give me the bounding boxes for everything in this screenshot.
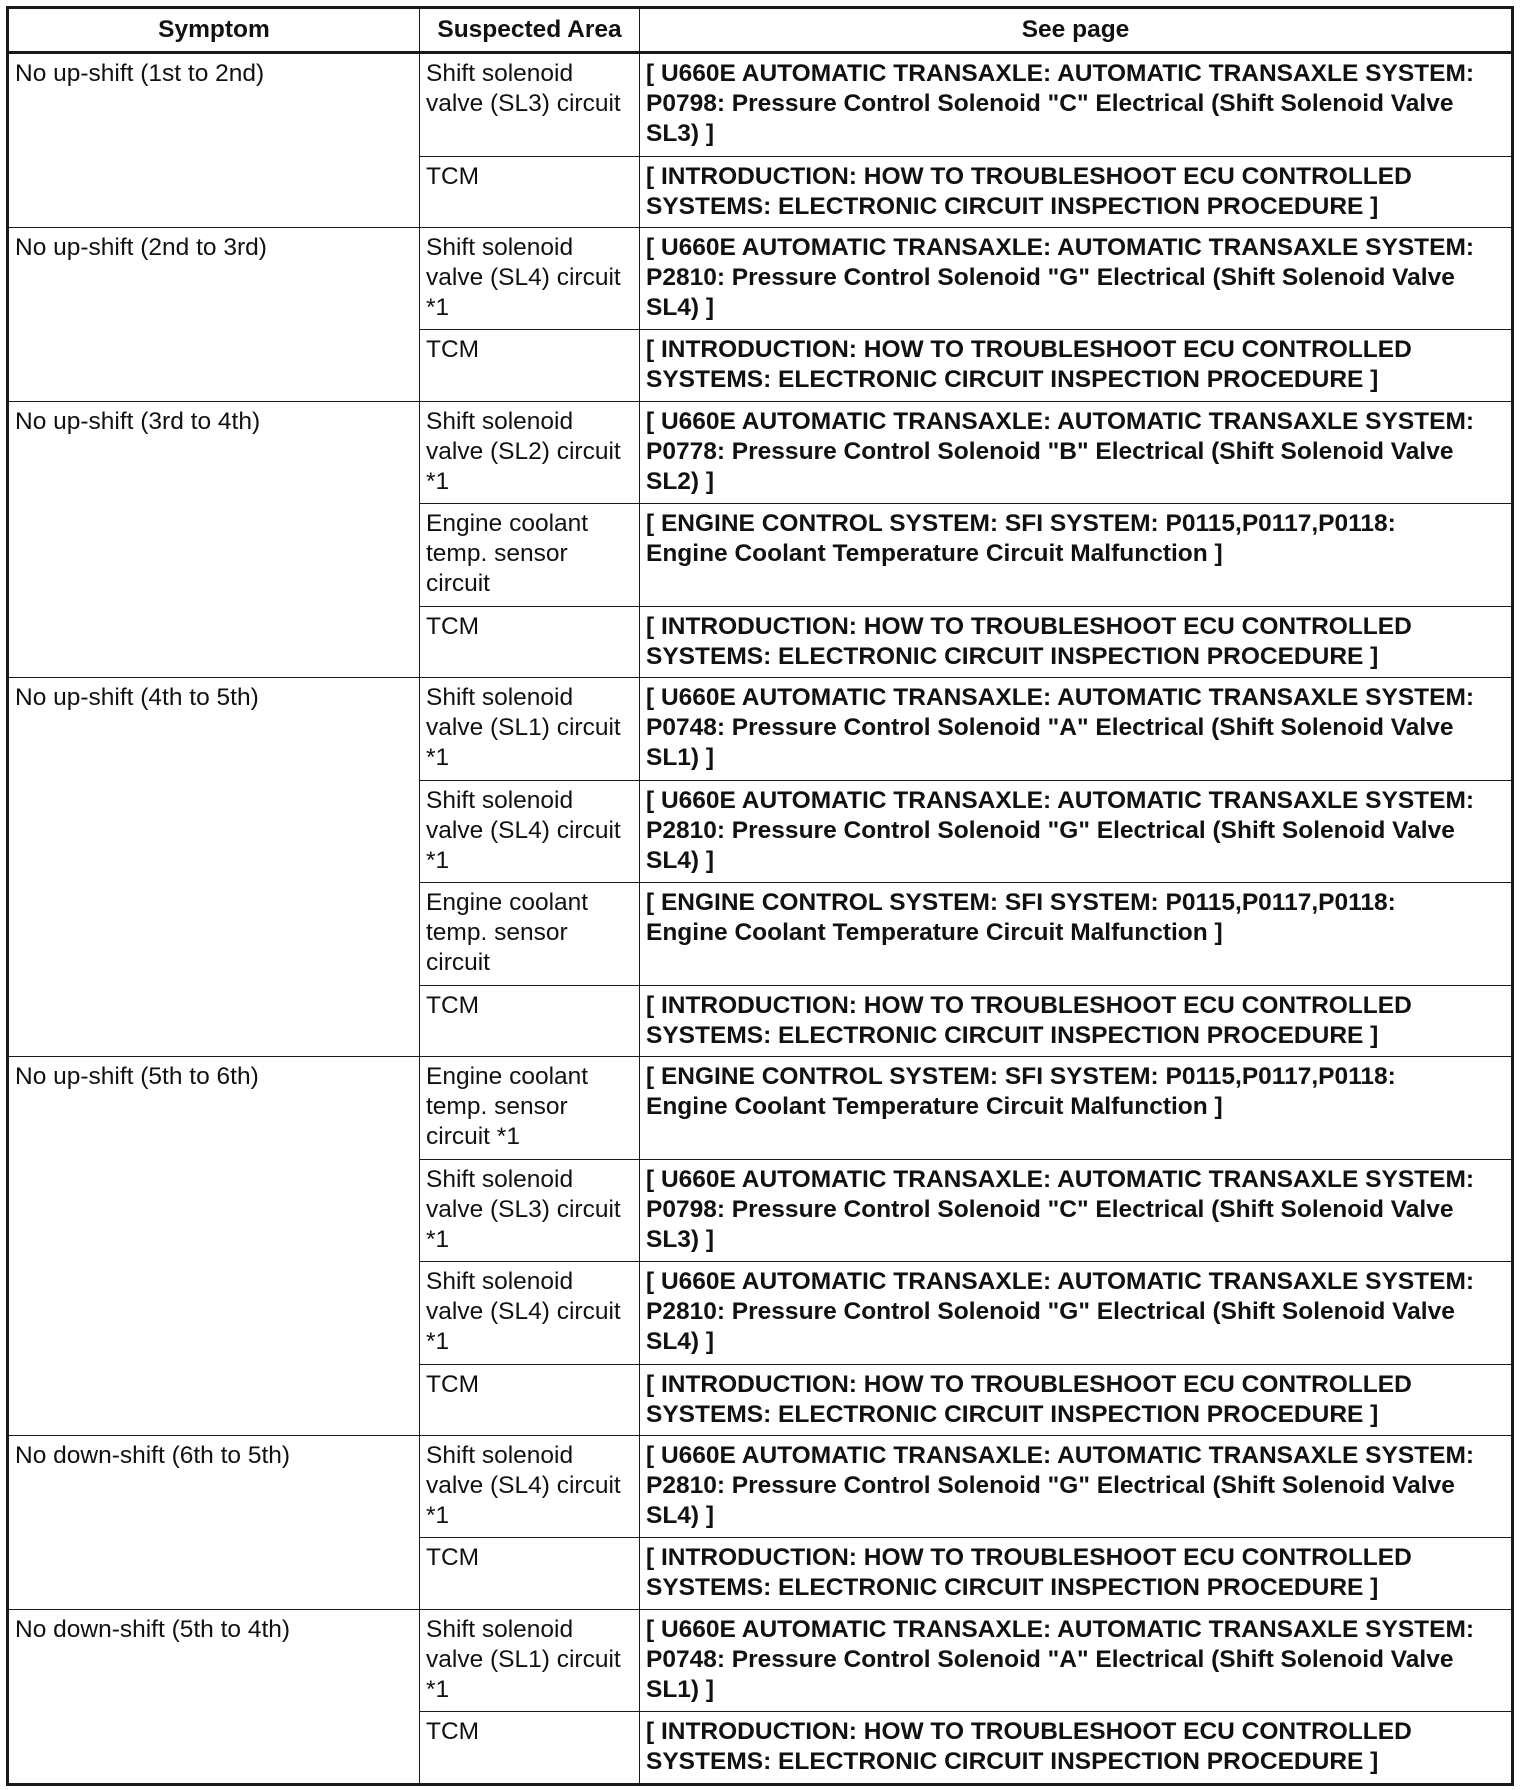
- suspected-area-cell: Shift solenoid valve (SL4) circuit *1: [420, 227, 640, 329]
- header-row: [8, 8, 1513, 53]
- see-page-reference: [ U660E AUTOMATIC TRANSAXLE: AUTOMATIC TRANSAXLE SYSTEM: P0748: Pressure Control Solenoid "A" Electrical (Shift Solenoid Valve SL1) ]: [640, 678, 1513, 780]
- table-row: [8, 1609, 1513, 1711]
- see-page-reference: [ U660E AUTOMATIC TRANSAXLE: AUTOMATIC TRANSAXLE SYSTEM: P0798: Pressure Control Solenoid "C" Electrical (Shift Solenoid Valve SL3) ]: [640, 53, 1513, 157]
- suspected-area-cell: Engine coolant temp. sensor circuit: [420, 883, 640, 985]
- suspected-area-cell: Shift solenoid valve (SL1) circuit *1: [420, 1609, 640, 1711]
- see-page-reference: [ INTRODUCTION: HOW TO TROUBLESHOOT ECU CONTROLLED SYSTEMS: ELECTRONIC CIRCUIT INSPECTION PROCEDURE ]: [640, 1538, 1513, 1609]
- symptom-cell: No down-shift (6th to 5th): [8, 1435, 420, 1609]
- suspected-area-cell: Engine coolant temp. sensor circuit *1: [420, 1057, 640, 1159]
- see-page-reference: [ ENGINE CONTROL SYSTEM: SFI SYSTEM: P0115,P0117,P0118: Engine Coolant Temperature Circuit Malfunction ]: [640, 504, 1513, 606]
- suspected-area-cell: TCM: [420, 330, 640, 401]
- table-body: [8, 53, 1513, 1785]
- suspected-area-cell: Shift solenoid valve (SL4) circuit *1: [420, 1262, 640, 1364]
- suspected-area-cell: TCM: [420, 985, 640, 1056]
- see-page-reference: [ U660E AUTOMATIC TRANSAXLE: AUTOMATIC TRANSAXLE SYSTEM: P2810: Pressure Control Solenoid "G" Electrical (Shift Solenoid Valve SL4) ]: [640, 1435, 1513, 1537]
- header-suspected-area: Suspected Area: [420, 8, 640, 53]
- table-row: [8, 401, 1513, 503]
- see-page-reference: [ INTRODUCTION: HOW TO TROUBLESHOOT ECU CONTROLLED SYSTEMS: ELECTRONIC CIRCUIT INSPECTION PROCEDURE ]: [640, 1712, 1513, 1785]
- symptom-cell: No down-shift (5th to 4th): [8, 1609, 420, 1784]
- see-page-reference: [ U660E AUTOMATIC TRANSAXLE: AUTOMATIC TRANSAXLE SYSTEM: P0798: Pressure Control Solenoid "C" Electrical (Shift Solenoid Valve SL3) ]: [640, 1159, 1513, 1261]
- troubleshooting-table: [6, 6, 1514, 1786]
- table-row: [8, 1435, 1513, 1537]
- header-symptom: Symptom: [8, 8, 420, 53]
- symptom-cell: No up-shift (2nd to 3rd): [8, 227, 420, 401]
- suspected-area-cell: Shift solenoid valve (SL4) circuit *1: [420, 780, 640, 882]
- table-row: [8, 53, 1513, 157]
- suspected-area-cell: TCM: [420, 1712, 640, 1785]
- symptom-cell: No up-shift (4th to 5th): [8, 678, 420, 1057]
- table-row: [8, 227, 1513, 329]
- suspected-area-cell: TCM: [420, 1364, 640, 1435]
- see-page-reference: [ U660E AUTOMATIC TRANSAXLE: AUTOMATIC TRANSAXLE SYSTEM: P0748: Pressure Control Solenoid "A" Electrical (Shift Solenoid Valve SL1) ]: [640, 1609, 1513, 1711]
- see-page-reference: [ U660E AUTOMATIC TRANSAXLE: AUTOMATIC TRANSAXLE SYSTEM: P2810: Pressure Control Solenoid "G" Electrical (Shift Solenoid Valve SL4) ]: [640, 227, 1513, 329]
- symptom-cell: No up-shift (1st to 2nd): [8, 53, 420, 228]
- header-see-page: See page: [640, 8, 1513, 53]
- see-page-reference: [ INTRODUCTION: HOW TO TROUBLESHOOT ECU CONTROLLED SYSTEMS: ELECTRONIC CIRCUIT INSPECTION PROCEDURE ]: [640, 606, 1513, 677]
- suspected-area-cell: Engine coolant temp. sensor circuit: [420, 504, 640, 606]
- symptom-cell: No up-shift (5th to 6th): [8, 1057, 420, 1436]
- see-page-reference: [ ENGINE CONTROL SYSTEM: SFI SYSTEM: P0115,P0117,P0118: Engine Coolant Temperature Circuit Malfunction ]: [640, 883, 1513, 985]
- see-page-reference: [ U660E AUTOMATIC TRANSAXLE: AUTOMATIC TRANSAXLE SYSTEM: P2810: Pressure Control Solenoid "G" Electrical (Shift Solenoid Valve SL4) ]: [640, 1262, 1513, 1364]
- see-page-reference: [ INTRODUCTION: HOW TO TROUBLESHOOT ECU CONTROLLED SYSTEMS: ELECTRONIC CIRCUIT INSPECTION PROCEDURE ]: [640, 156, 1513, 227]
- table-row: [8, 1057, 1513, 1159]
- see-page-reference: [ INTRODUCTION: HOW TO TROUBLESHOOT ECU CONTROLLED SYSTEMS: ELECTRONIC CIRCUIT INSPECTION PROCEDURE ]: [640, 330, 1513, 401]
- see-page-reference: [ U660E AUTOMATIC TRANSAXLE: AUTOMATIC TRANSAXLE SYSTEM: P2810: Pressure Control Solenoid "G" Electrical (Shift Solenoid Valve SL4) ]: [640, 780, 1513, 882]
- see-page-reference: [ ENGINE CONTROL SYSTEM: SFI SYSTEM: P0115,P0117,P0118: Engine Coolant Temperature Circuit Malfunction ]: [640, 1057, 1513, 1159]
- see-page-reference: [ U660E AUTOMATIC TRANSAXLE: AUTOMATIC TRANSAXLE SYSTEM: P0778: Pressure Control Solenoid "B" Electrical (Shift Solenoid Valve SL2) ]: [640, 401, 1513, 503]
- suspected-area-cell: TCM: [420, 606, 640, 677]
- suspected-area-cell: Shift solenoid valve (SL4) circuit *1: [420, 1435, 640, 1537]
- table-row: [8, 678, 1513, 780]
- suspected-area-cell: Shift solenoid valve (SL1) circuit *1: [420, 678, 640, 780]
- suspected-area-cell: TCM: [420, 1538, 640, 1609]
- see-page-reference: [ INTRODUCTION: HOW TO TROUBLESHOOT ECU CONTROLLED SYSTEMS: ELECTRONIC CIRCUIT INSPECTION PROCEDURE ]: [640, 985, 1513, 1056]
- suspected-area-cell: Shift solenoid valve (SL3) circuit *1: [420, 1159, 640, 1261]
- see-page-reference: [ INTRODUCTION: HOW TO TROUBLESHOOT ECU CONTROLLED SYSTEMS: ELECTRONIC CIRCUIT INSPECTION PROCEDURE ]: [640, 1364, 1513, 1435]
- suspected-area-cell: TCM: [420, 156, 640, 227]
- suspected-area-cell: Shift solenoid valve (SL3) circuit: [420, 53, 640, 157]
- symptom-cell: No up-shift (3rd to 4th): [8, 401, 420, 677]
- suspected-area-cell: Shift solenoid valve (SL2) circuit *1: [420, 401, 640, 503]
